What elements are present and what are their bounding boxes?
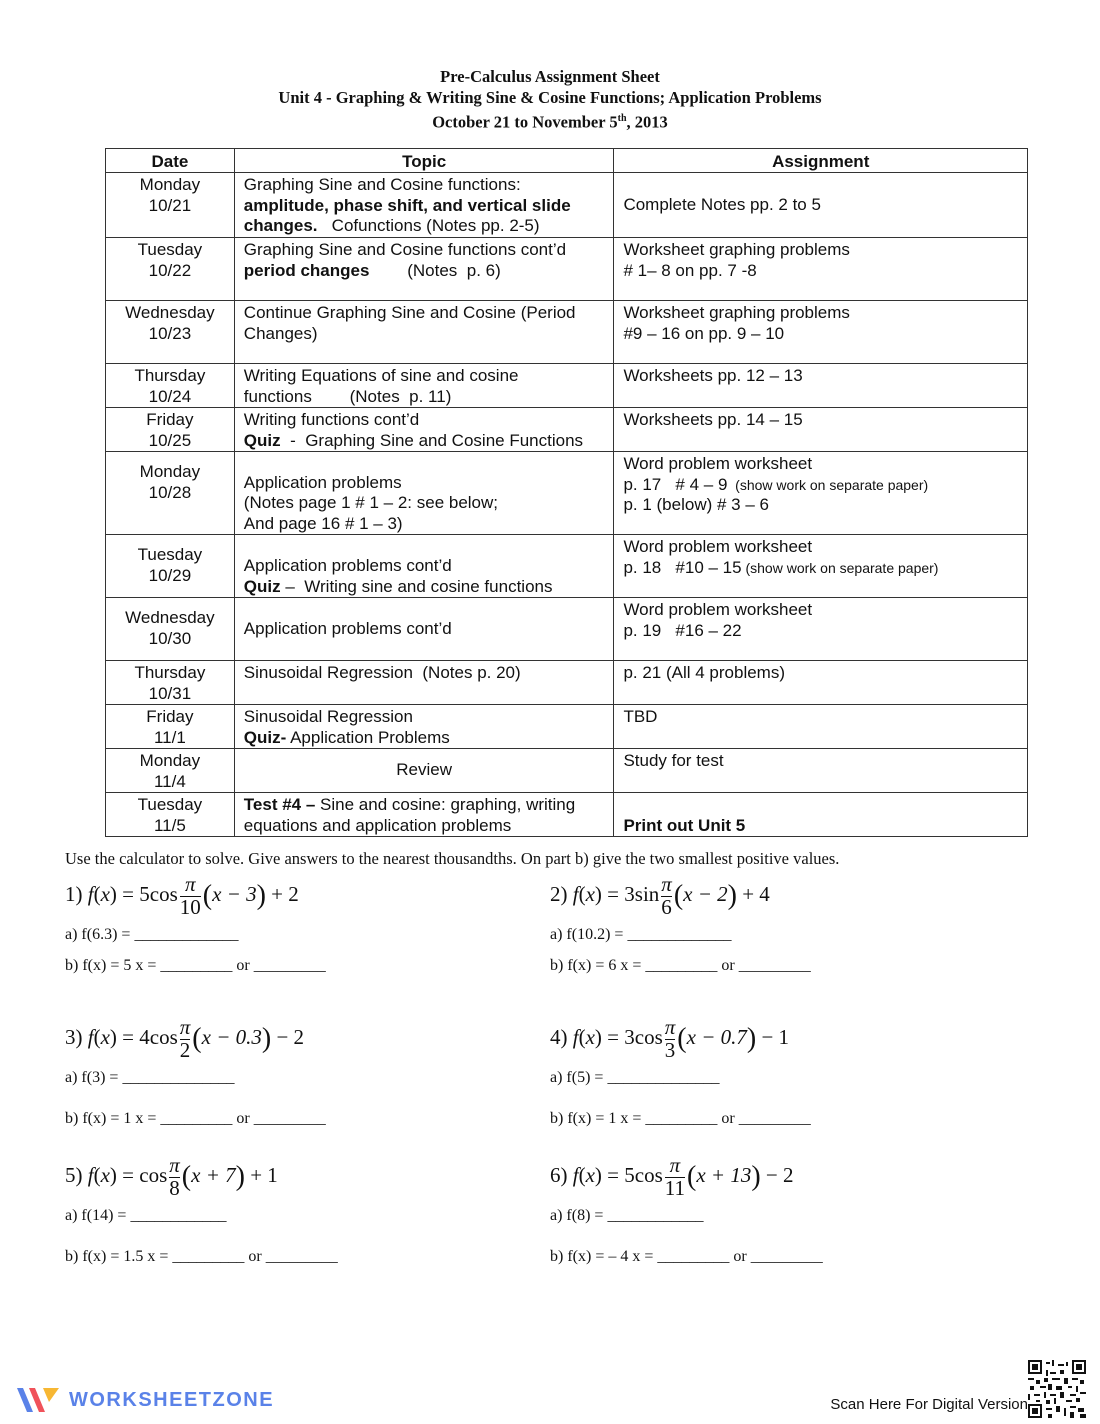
page-header [0,66,1100,133]
date-cell: Wednesday 10/23 [106,301,235,364]
header-topic: Topic [234,149,614,173]
table-row [106,452,1028,535]
problem-4-part-b: b) f(x) = 1 x = _________ or _________ [550,1110,811,1127]
table-header-row [106,149,1028,173]
header-title: Pre-Calculus Assignment Sheet [440,67,660,86]
assignment-cell: Complete Notes pp. 2 to 5 [614,173,1028,238]
date-cell: Tuesday 10/22 [106,238,235,301]
topic-cell: Sinusoidal Regression (Notes p. 20) [234,661,614,705]
header-dates: October 21 to November 5th, 2013 [432,112,668,132]
assignment-cell: Worksheets pp. 14 – 15 [614,408,1028,452]
date-cell: Monday 10/28 [106,452,235,535]
date-cell: Thursday 10/31 [106,661,235,705]
topic-cell: Application problems cont’d [234,598,614,661]
table-row [106,408,1028,452]
problem-4-part-a: a) f(5) = ______________ [550,1069,720,1086]
instructions: Use the calculator to solve. Give answers to the nearest thousandths. On part b) give the two smallest positive values. [65,849,840,868]
problem-2-part-a: a) f(10.2) = _____________ [550,926,732,943]
topic-cell: Test #4 – Sine and cosine: graphing, writing equations and application problems [234,793,614,837]
date-cell: Tuesday 10/29 [106,535,235,598]
date-cell: Friday 10/25 [106,408,235,452]
topic-cell: Writing functions cont’d Quiz - Graphing Sine and Cosine Functions [234,408,614,452]
date-cell: Thursday 10/24 [106,364,235,408]
topic-cell: Sinusoidal Regression Quiz- Application Problems [234,705,614,749]
qr-code-icon[interactable] [1028,1360,1086,1418]
assignment-cell: Worksheet graphing problems # 1– 8 on pp. 7 -8 [614,238,1028,301]
problem-6: 6) f(x) = 5cos $\frac{\pi}{11}$ (x + 13) − 2 [550,1153,794,1200]
date-cell: Wednesday 10/30 [106,598,235,661]
assignment-cell: Print out Unit 5 [614,793,1028,837]
table-row [106,364,1028,408]
assignment-cell: Word problem worksheet p. 17 # 4 – 9 (show work on separate paper) p. 1 (below) # 3 – 6 [614,452,1028,535]
problem-3: 3) f(x) = 4cos $\frac{\pi}{2}$ (x − 0.3) − 2 [65,1015,305,1062]
table-row [106,535,1028,598]
scan-text: Scan Here For Digital Version [830,1396,1028,1413]
table-row [106,238,1028,301]
problem-3-part-b: b) f(x) = 1 x = _________ or _________ [65,1110,326,1127]
assignment-cell: Word problem worksheet p. 19 #16 – 22 [614,598,1028,661]
assignment-cell: Word problem worksheet p. 18 #10 – 15 (show work on separate paper) [614,535,1028,598]
problem-6-part-b: b) f(x) = – 4 x = _________ or _________ [550,1248,823,1265]
topic-cell: Review [234,749,614,793]
worksheetzone-logo[interactable] [15,1384,274,1416]
problem-6-part-a: a) f(8) = ____________ [550,1207,704,1224]
problem-4: 4) f(x) = 3cos $\frac{\pi}{3}$ (x − 0.7) − 1 [550,1015,790,1062]
problem-5: 5) f(x) = cos $\frac{\pi}{8}$ (x + 7) + 1 [65,1153,278,1200]
topic-cell: Application problems cont’d Quiz – Writing sine and cosine functions [234,535,614,598]
problem-5-part-a: a) f(14) = ____________ [65,1207,227,1224]
date-cell: Monday 10/21 [106,173,235,238]
date-cell: Friday 11/1 [106,705,235,749]
date-cell: Tuesday 11/5 [106,793,235,837]
table-row [106,301,1028,364]
topic-cell: Writing Equations of sine and cosine functions (Notes p. 11) [234,364,614,408]
table-row [106,749,1028,793]
assignment-cell: Worksheets pp. 12 – 13 [614,364,1028,408]
header-assignment: Assignment [614,149,1028,173]
header-unit: Unit 4 - Graphing & Writing Sine & Cosine Functions; Application Problems [278,88,822,107]
problem-5-part-b: b) f(x) = 1.5 x = _________ or _________ [65,1248,338,1265]
table-row [106,173,1028,238]
topic-cell: Graphing Sine and Cosine functions cont’d period changes (Notes p. 6) [234,238,614,301]
schedule-table [105,148,1028,837]
topic-cell: Application problems (Notes page 1 # 1 – 2: see below; And page 16 # 1 – 3) [234,452,614,535]
date-cell: Monday 11/4 [106,749,235,793]
topic-cell: Graphing Sine and Cosine functions: amplitude, phase shift, and vertical slide changes. Cofunctions (Notes pp. 2-5) [234,173,614,238]
assignment-cell: Study for test [614,749,1028,793]
table-row [106,705,1028,749]
assignment-cell: p. 21 (All 4 problems) [614,661,1028,705]
problem-3-part-a: a) f(3) = ______________ [65,1069,235,1086]
problem-2: 2) f(x) = 3sin $\frac{\pi}{6}$ (x − 2) + 4 [550,872,770,919]
worksheetzone-logo-icon [15,1384,61,1416]
header-date: Date [106,149,235,173]
table-row [106,661,1028,705]
table-row [106,793,1028,837]
problem-2-part-b: b) f(x) = 6 x = _________ or _________ [550,957,811,974]
problem-1-part-a: a) f(6.3) = _____________ [65,926,239,943]
problem-1-part-b: b) f(x) = 5 x = _________ or _________ [65,957,326,974]
assignment-cell: TBD [614,705,1028,749]
logo-text: WORKSHEETZONE [69,1388,275,1411]
assignment-cell: Worksheet graphing problems #9 – 16 on pp. 9 – 10 [614,301,1028,364]
problem-1: 1) f(x) = 5cos $\frac{\pi}{10}$ (x − 3) + 2 [65,872,299,919]
table-row [106,598,1028,661]
topic-cell: Continue Graphing Sine and Cosine (Period Changes) [234,301,614,364]
